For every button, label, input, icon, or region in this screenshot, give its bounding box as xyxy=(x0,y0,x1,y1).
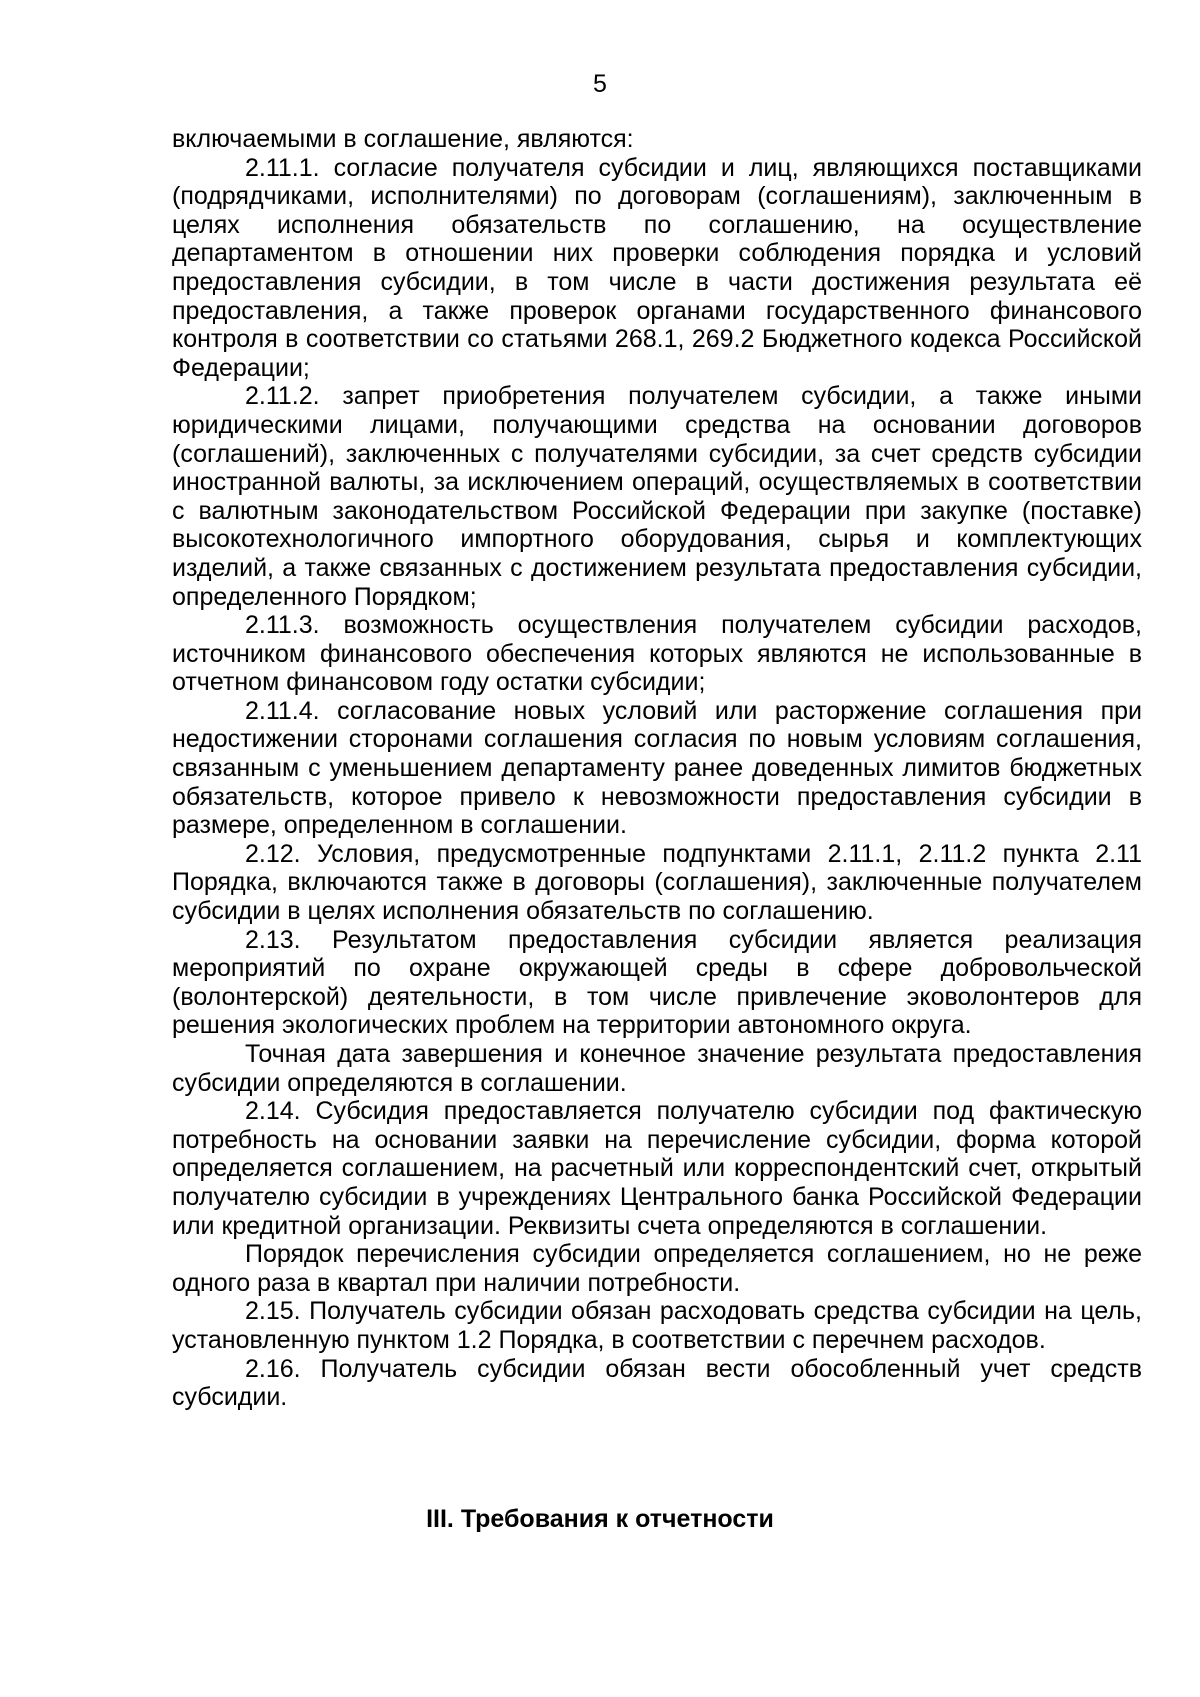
paragraph-2-11-1: 2.11.1. согласие получателя субсидии и лиц, являющихся поставщиками (подрядчиками, исполнителями) по договорам (соглашениям), заключенным в целях исполнения обязательств по соглашению, на осуществление департаментом в отношении них проверки соблюдения порядка и условий предоставления субсидии, в том числе в части достижения результата её предоставления, а также проверок органами государственного финансового контроля в соответствии со статьями 268.1, 269.2 Бюджетного кодекса Российской Федерации; xyxy=(172,153,1142,382)
section-heading: III. Требования к отчетности xyxy=(426,1505,774,1533)
page-number: 5 xyxy=(593,70,607,98)
paragraph-2-13-result-date: Точная дата завершения и конечное значение результата предоставления субсидии определяются в соглашении. xyxy=(172,1040,1142,1097)
paragraph-continuation: включаемыми в соглашение, являются: xyxy=(172,125,634,153)
paragraph-2-16: 2.16. Получатель субсидии обязан вести обособленный учет средств субсидии. xyxy=(172,1354,1142,1412)
paragraph-2-14-transfer-order: Порядок перечисления субсидии определяется соглашением, но не реже одного раза в квартал при наличии потребности. xyxy=(172,1240,1142,1297)
paragraph-2-15: 2.15. Получатель субсидии обязан расходовать средства субсидии на цель, установленную пунктом 1.2 Порядка, в соответствии с перечнем расходов. xyxy=(172,1297,1142,1354)
paragraph-2-11-3: 2.11.3. возможность осуществления получателем субсидии расходов, источником финансового обеспечения которых являются не использованные в отчетном финансовом году остатки субсидии; xyxy=(172,611,1142,697)
paragraph-2-12: 2.12. Условия, предусмотренные подпунктами 2.11.1, 2.11.2 пункта 2.11 Порядка, включаются также в договоры (соглашения), заключенные получателем субсидии в целях исполнения обязательств по соглашению. xyxy=(172,839,1142,926)
document-body xyxy=(172,125,1142,1412)
paragraph-2-14: 2.14. Субсидия предоставляется получателю субсидии под фактическую потребность на основании заявки на перечисление субсидии, форма которой определяется соглашением, на расчетный или корреспондентский счет, открытый получателю субсидии в учреждениях Центрального банка Российской Федерации или кредитной организации. Реквизиты счета определяются в соглашении. xyxy=(172,1097,1142,1240)
paragraph-2-13: 2.13. Результатом предоставления субсидии является реализация мероприятий по охране окружающей среды в сфере добровольческой (волонтерской) деятельности, в том числе привлечение эковолонтеров для решения экологических проблем на территории автономного округа. xyxy=(172,925,1142,1040)
paragraph-2-11-4: 2.11.4. согласование новых условий или расторжение соглашения при недостижении сторонами соглашения согласия по новым условиям соглашения, связанным с уменьшением департаменту ранее доведенных лимитов бюджетных обязательств, которое привело к невозможности предоставления субсидии в размере, определенном в соглашении. xyxy=(172,696,1142,840)
paragraph-2-11-2: 2.11.2. запрет приобретения получателем субсидии, а также иными юридическими лицами, получающими средства на основании договоров (соглашений), заключенных с получателями субсидии, за счет средств субсидии иностранной валюты, за исключением операций, осуществляемых в соответствии с валютным законодательством Российской Федерации при закупке (поставке) высокотехнологичного импортного оборудования, сырья и комплектующих изделий, а также связанных с достижением результата предоставления субсидии, определенного Порядком; xyxy=(172,382,1142,611)
